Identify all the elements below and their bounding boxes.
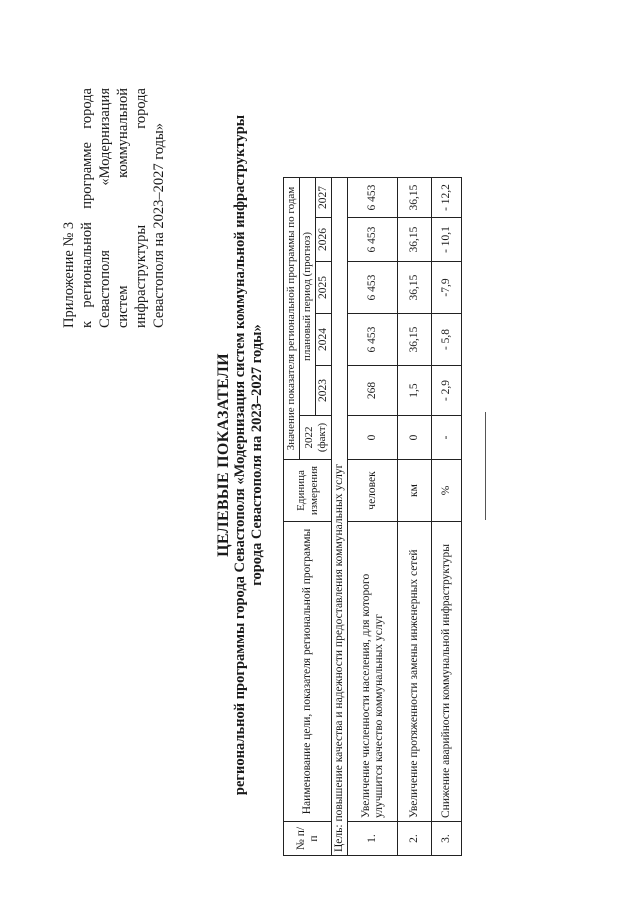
annex-note <box>60 88 168 328</box>
row-name: Увеличение протяженности замены инженерных сетей <box>398 522 432 822</box>
annex-text: города <box>133 88 149 129</box>
annex-text: «Модернизация <box>97 88 113 186</box>
row-fact: 0 <box>398 416 432 460</box>
row-value: 6 453 <box>348 218 398 262</box>
closing-rule <box>485 412 486 520</box>
row-value: 6 453 <box>348 314 398 366</box>
document-title <box>215 55 266 855</box>
row-value: -7,9 <box>432 262 462 314</box>
header-values-group: Значение показателя региональной программы по годам <box>284 178 300 460</box>
row-unit: % <box>432 460 462 522</box>
row-value: 268 <box>348 366 398 416</box>
title-sub: региональной программы города Севастополя «Модернизация систем коммунальной инфраструктуры <box>232 114 248 796</box>
row-fact: 0 <box>348 416 398 460</box>
row-name: Увеличение численности населения, для которого улучшится качество коммунальных услуг <box>348 522 398 822</box>
row-value: 6 453 <box>348 262 398 314</box>
header-num: № п/п <box>284 822 332 856</box>
annex-text: систем <box>115 285 131 328</box>
table-row <box>432 178 462 856</box>
title-sub: города Севастополя на 2023–2027 годы» <box>249 324 265 586</box>
row-unit: человек <box>348 460 398 522</box>
annex-text: Севастополя на 2023–2027 годы» <box>151 122 167 328</box>
header-unit: Единица измерения <box>284 460 332 522</box>
row-value: 36,15 <box>398 218 432 262</box>
annex-text: города <box>79 88 95 129</box>
row-num: 3. <box>432 822 462 856</box>
table-header-row <box>284 178 300 856</box>
row-num: 2. <box>398 822 432 856</box>
header-year: 2027 <box>316 178 332 218</box>
header-fact: 2022 (факт) <box>300 416 332 460</box>
header-year: 2026 <box>316 218 332 262</box>
row-name: Снижение аварийности коммунальной инфраструктуры <box>432 522 462 822</box>
annex-text: к <box>79 320 95 328</box>
row-value: 1,5 <box>398 366 432 416</box>
header-year: 2025 <box>316 262 332 314</box>
row-value: - 5,8 <box>432 314 462 366</box>
annex-text: Севастополя <box>97 250 113 328</box>
goal-text: Цель: повышение качества и надежности предоставления коммунальных услуг <box>332 178 348 856</box>
row-value: 6 453 <box>348 178 398 218</box>
table-row <box>398 178 432 856</box>
row-unit: км <box>398 460 432 522</box>
indicators-table <box>283 177 462 856</box>
header-year: 2024 <box>316 314 332 366</box>
row-fact: - <box>432 416 462 460</box>
annex-title: Приложение № 3 <box>61 221 77 328</box>
row-value: 36,15 <box>398 262 432 314</box>
row-value: 36,15 <box>398 314 432 366</box>
header-plan-group: плановый период (прогноз) <box>300 178 316 416</box>
row-value: 36,15 <box>398 178 432 218</box>
row-value: - 2,9 <box>432 366 462 416</box>
row-value: - 10,1 <box>432 218 462 262</box>
header-name: Наименование цели, показателя региональной программы <box>284 522 332 822</box>
table-row <box>348 178 398 856</box>
annex-text: программе <box>79 142 95 209</box>
title-main: ЦЕЛЕВЫЕ ПОКАЗАТЕЛИ <box>215 353 232 557</box>
row-num: 1. <box>348 822 398 856</box>
header-year: 2023 <box>316 366 332 416</box>
annex-text: инфраструктуры <box>133 224 149 328</box>
goal-row <box>332 178 348 856</box>
annex-text: региональной <box>79 222 95 308</box>
annex-text: коммунальной <box>115 88 131 178</box>
row-value: - 12,2 <box>432 178 462 218</box>
